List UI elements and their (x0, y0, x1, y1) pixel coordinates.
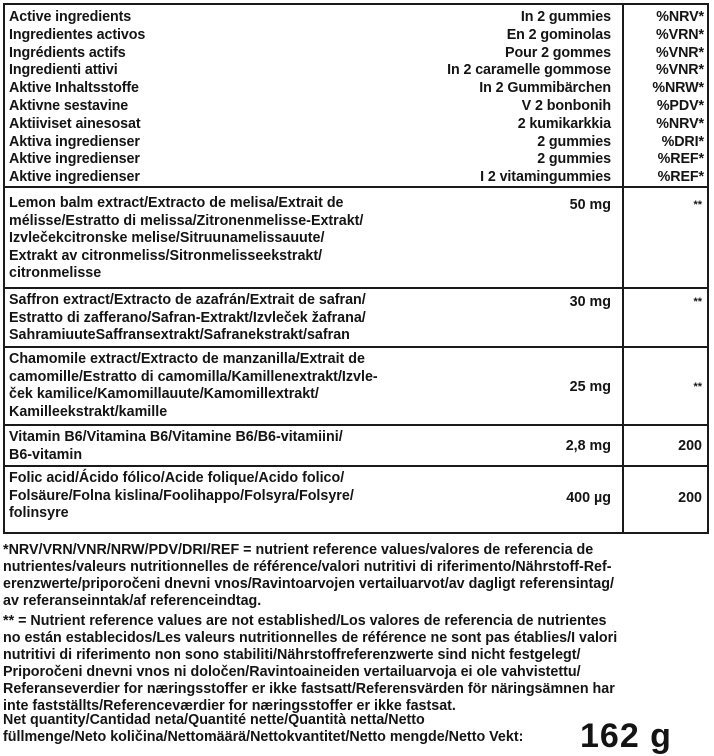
header-label: Aktiva ingredienser (9, 133, 140, 150)
header-label: Ingrédients actifs (9, 44, 126, 61)
header-nrv: %NRW* (652, 80, 704, 97)
header-label: Aktive Inhaltsstoffe (9, 80, 139, 97)
nutrient-reference: 200 (678, 438, 702, 454)
footnote-line: ** = Nutrient reference values are not established/Los valores de referencia de nutrientes (3, 613, 607, 629)
header-label: Aktiiviset ainesosat (9, 115, 141, 132)
header-row (5, 115, 707, 133)
net-quantity-value: 162 g (580, 717, 672, 755)
footnote-line: nutrientes/valeurs nutritionnelles de référence/valori nutritivi di riferimento/Nährstoff-Ref- (3, 558, 612, 575)
nutrient-name (9, 195, 409, 283)
nutrient-name-line: Saffron extract/Extracto de azafrán/Extrait de safran/ (9, 292, 366, 308)
header-nrv: %REF* (657, 151, 704, 168)
header-row (5, 61, 707, 79)
footnote-line: Priporočeni dnevni vnos ni določen/Ravintoaineiden vertailuarvoja ei ole vahvistettu/ (3, 663, 581, 680)
header-nrv: %VNR* (656, 62, 704, 79)
nutrient-reference: ** (693, 381, 702, 393)
nutrient-row (5, 195, 707, 287)
header-label: Ingredienti attivi (9, 62, 118, 79)
row-divider (5, 346, 707, 348)
footnote-line: *NRV/VRN/VNR/NRW/PDV/DRI/REF = nutrient reference values/valores de referencia de (3, 542, 594, 558)
nutrient-row (5, 292, 707, 347)
header-row (5, 168, 707, 186)
nutrient-quantity: 50 mg (569, 197, 611, 213)
nutrient-name-line: Extrakt av citronmeliss/Sitronmelisseekstrakt/ (9, 247, 323, 264)
nutrient-reference: ** (693, 199, 702, 211)
footnote-line: nutritivi di riferimento non sono stabiliti/Nährstoffreferenzwerte sind nicht festgelegt/ (3, 646, 581, 663)
nutrient-name-line: Izvlečekcitronske melise/Sitruunamelissauute/ (9, 230, 325, 246)
footnote-line: no están establecidos/Les valeurs nutritionnelles de référence ne sont pas établies/I valori (3, 629, 618, 646)
nutrient-name-line: B6-vitamin (9, 446, 83, 463)
header-row (5, 26, 707, 44)
nutrient-name-line: folinsyre (9, 505, 69, 521)
footnote-line: av referanseinntak/af referenceindtag. (3, 592, 262, 609)
nutrient-quantity: 2,8 mg (565, 438, 611, 454)
nutrient-row (5, 470, 707, 530)
header-amount: 2 kumikarkkia (517, 115, 611, 132)
header-nrv: %VRN* (656, 26, 704, 43)
header-nrv: %PDV* (656, 98, 704, 114)
header-amount: 2 gummies (537, 151, 611, 168)
nutrient-reference: ** (693, 296, 702, 308)
header-nrv: %DRI* (661, 133, 704, 150)
net-quantity-label (3, 712, 523, 746)
header-nrv: %NRV* (656, 9, 704, 25)
row-divider (5, 287, 707, 289)
nutrient-quantity: 25 mg (569, 379, 611, 395)
header-nrv: %VNR* (656, 44, 704, 61)
header-amount: In 2 caramelle gommose (447, 62, 611, 79)
footnote-line: Referanseverdier for næringsstoffer er ikke fastsatt/Referensvärden för näringsämnen har (3, 680, 615, 697)
nutrient-quantity: 400 µg (566, 490, 611, 506)
header-divider (5, 186, 707, 188)
nutrition-panel (3, 3, 709, 534)
header-amount: In 2 Gummibärchen (479, 80, 611, 97)
net-quantity-label-line: füllmenge/Neto količina/Nettomäärä/Nettokvantitet/Netto mengde/Netto Vekt: (3, 729, 524, 745)
nutrient-name-line: camomille/Estratto di camomilla/Kamillenextrakt/Izvle- (9, 368, 378, 385)
nutrient-name-line: Lemon balm extract/Extracto de melisa/Extrait de (9, 195, 344, 211)
header-label: Active ingredients (9, 9, 132, 25)
header-row (5, 133, 707, 151)
nutrient-name (9, 429, 409, 464)
nutrient-name (9, 351, 409, 421)
header-amount: I 2 vitamingummies (480, 169, 611, 186)
header-label: Aktive ingredienser (9, 169, 140, 186)
header-label: Aktivne sestavine (9, 98, 129, 114)
header-amount: V 2 bonbonih (521, 98, 611, 114)
nutrient-name-line: mélisse/Estratto di melissa/Zitronenmelisse-Extrakt/ (9, 212, 364, 229)
header-amount: In 2 gummies (520, 9, 611, 25)
header-row (5, 79, 707, 97)
nutrient-name-line: citronmelisse (9, 265, 102, 281)
header-row (5, 8, 707, 26)
nutrient-name-line: SahramiuuteSaffransextrakt/Safranekstrakt/safran (9, 327, 350, 343)
header-label: Aktive ingredienser (9, 151, 140, 168)
header-label: Ingredientes activos (9, 26, 146, 43)
nutrient-name-line: Estratto di zafferano/Safran-Extrakt/Izvleček žafrana/ (9, 309, 366, 326)
row-divider (5, 465, 707, 467)
nutrient-row (5, 429, 707, 466)
nutrient-reference: 200 (678, 490, 702, 506)
nutrient-name-line: Vitamin B6/Vitamina B6/Vitamine B6/B6-vitamiini/ (9, 429, 343, 445)
header-nrv: %NRV* (656, 115, 704, 132)
nutrient-quantity: 30 mg (569, 294, 611, 310)
nrv-definition-footnote (3, 542, 711, 610)
header-row (5, 150, 707, 168)
header-row (5, 97, 707, 115)
nutrient-name-line: Kamilleekstrakt/kamille (9, 403, 168, 420)
footnote-line: erenzwerte/priporočeni dnevni vnos/Ravintoarvojen vertailuarvot/av dagligt referensintag/ (3, 575, 614, 592)
header-row (5, 44, 707, 62)
header-nrv: %REF* (657, 169, 704, 186)
nutrient-name-line: Chamomile extract/Extracto de manzanilla/Extrait de (9, 351, 365, 367)
header-amount: 2 gummies (537, 133, 611, 150)
nutrient-name-line: Folic acid/Ácido fólico/Acide folique/Acido folico/ (9, 470, 345, 486)
nutrient-name-line: Folsäure/Folna kislina/Foolihappo/Folsyra/Folsyre/ (9, 487, 354, 504)
nutrient-name (9, 470, 409, 523)
header-amount: En 2 gominolas (506, 26, 611, 43)
nutrient-name-line: ček kamilice/Kamomillauute/Kamomillextrakt/ (9, 386, 319, 402)
net-quantity-label-line: Net quantity/Cantidad neta/Quantité nette/Quantità netta/Netto (3, 712, 425, 728)
header-amount: Pour 2 gommes (505, 44, 611, 61)
row-divider (5, 424, 707, 426)
nutrient-name (9, 292, 409, 345)
footnote-line: inte fastställts/Referenceværdier for næringsstoffer er ikke fastsat. (3, 697, 456, 714)
nutrient-row (5, 351, 707, 425)
not-established-footnote (3, 613, 711, 714)
